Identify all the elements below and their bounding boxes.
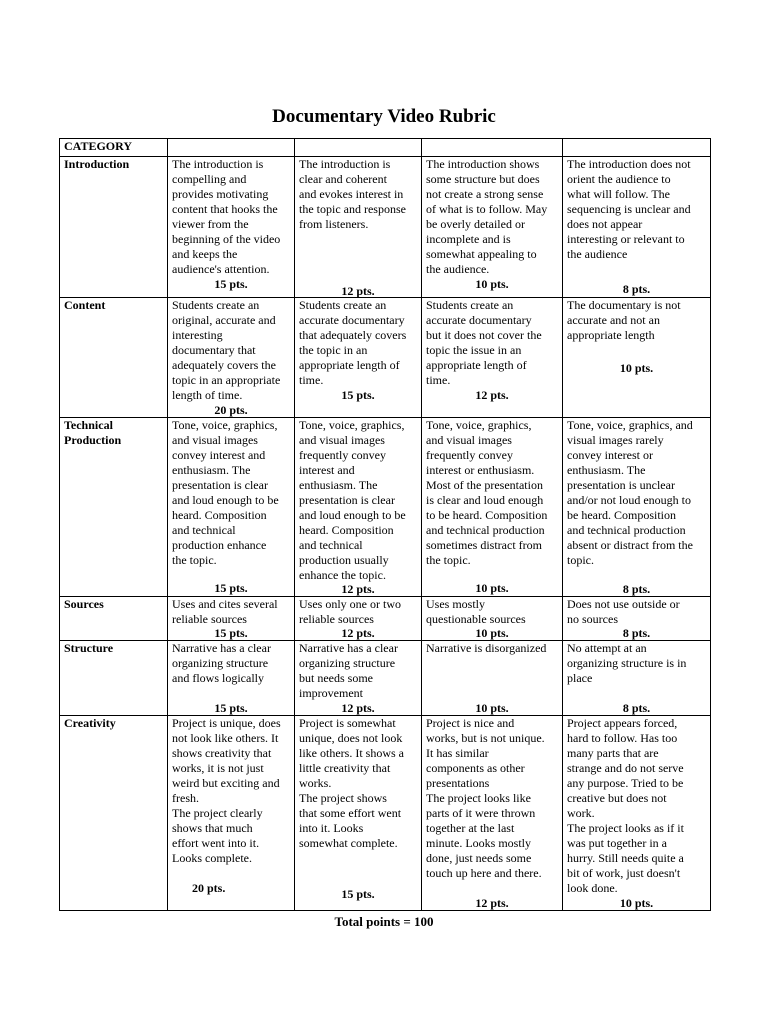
criteria-text: Uses and cites several reliable sources (172, 597, 278, 626)
criteria-text: Students create an accurate documentary that adequately covers the topic in an appropriate length of time. (299, 298, 407, 387)
rubric-cell (422, 298, 563, 418)
rubric-cell (563, 418, 711, 597)
points-label: 10 pts. (619, 361, 654, 375)
rubric-cell (295, 157, 422, 298)
points-label: 10 pts. (475, 581, 509, 595)
rubric-cell (295, 716, 422, 911)
rubric-cell (168, 298, 295, 418)
points-label: 12 pts. (341, 626, 375, 640)
rubric-cell (295, 597, 422, 641)
category-label: Introduction (60, 157, 168, 298)
rubric-table (59, 138, 711, 911)
rubric-cell (422, 157, 563, 298)
points-label: 10 pts. (475, 701, 509, 715)
rubric-cell (422, 418, 563, 597)
points-label: 10 pts. (475, 277, 509, 291)
rubric-cell (168, 157, 295, 298)
points-label: 12 pts. (341, 284, 375, 298)
criteria-text: Narrative has a clear organizing structure but needs some improvement (299, 641, 398, 700)
rubric-cell (168, 716, 295, 911)
criteria-text: Students create an accurate documentary but it does not cover the topic the issue in an appropriate length of time. (426, 298, 542, 387)
criteria-text: Tone, voice, graphics, and visual images rarely convey interest or enthusiasm. The presentation is unclear and/or not loud enough to be heard. Composition and technical production absent or distract from the topic. (567, 418, 693, 567)
category-label: Creativity (60, 716, 168, 911)
rubric-cell (422, 641, 563, 716)
rubric-cell (295, 298, 422, 418)
category-header: CATEGORY (60, 139, 168, 157)
header-cell (422, 139, 563, 157)
points-label: 8 pts. (622, 582, 651, 596)
rubric-cell (422, 597, 563, 641)
points-label: 15 pts. (341, 388, 375, 402)
criteria-text: Uses mostly questionable sources (426, 597, 526, 626)
criteria-text: No attempt at an organizing structure is in place (567, 641, 687, 685)
criteria-text: Narrative has a clear organizing structure and flows logically (172, 641, 271, 685)
header-cell (168, 139, 295, 157)
points-label: 12 pts. (475, 896, 509, 910)
total-points: Total points = 100 (334, 914, 434, 929)
points-label: 8 pts. (622, 701, 651, 715)
rubric-cell (563, 157, 711, 298)
rubric-cell (563, 641, 711, 716)
rubric-cell (295, 641, 422, 716)
category-label: Technical Production (60, 418, 168, 597)
rubric-cell (563, 716, 711, 911)
criteria-text: Tone, voice, graphics, and visual images frequently convey interest or enthusiasm. Most of the presentation is clear and loud enough to be heard. Composition and technical production sometimes distract from the topic. (426, 418, 548, 567)
table-row (60, 298, 711, 418)
points-label: 15 pts. (214, 626, 248, 640)
table-row (60, 641, 711, 716)
rubric-cell (422, 716, 563, 911)
page-title: Documentary Video Rubric (272, 106, 496, 127)
criteria-text: The introduction is clear and coherent and evokes interest in the topic and response from listeners. (299, 157, 406, 231)
category-label: Structure (60, 641, 168, 716)
points-label: 15 pts. (341, 887, 375, 901)
category-label: Content (60, 298, 168, 418)
criteria-text: Project is nice and works, but is not unique. It has similar components as other presentations The project looks like parts of it were thrown together at the last minute. Looks mostly done, just needs some touch up here and there. (426, 716, 545, 880)
points-label: 8 pts. (622, 282, 651, 296)
criteria-text: Tone, voice, graphics, and visual images frequently convey interest and enthusiasm. The presentation is clear and loud enough to be heard. Composition and technical production usually enhance the topic. (299, 418, 406, 582)
criteria-text: Students create an original, accurate and interesting documentary that adequately covers the topic in an appropriate length of time. (172, 298, 281, 402)
table-row (60, 716, 711, 911)
points-label: 20 pts. (214, 403, 248, 417)
rubric-cell (295, 418, 422, 597)
criteria-text: The introduction shows some structure but does not create a strong sense of what is to follow. May be overly detailed or incomplete and is somewhat appealing to the audience. (426, 157, 548, 276)
points-label: 10 pts. (475, 626, 509, 640)
points-label: 15 pts. (214, 277, 248, 291)
criteria-text: Project is somewhat unique, does not look like others. It shows a little creativity that works. The project shows that some effort went into it. Looks somewhat complete. (299, 716, 404, 850)
rubric-cell (563, 298, 711, 418)
criteria-text: Project is unique, does not look like others. It shows creativity that works, it is not just weird but exciting and fresh. The project clearly shows that much effort went into it. Looks complete. (172, 716, 281, 865)
points-label: 15 pts. (214, 581, 248, 595)
points-label: 12 pts. (341, 701, 375, 715)
criteria-text: Narrative is disorganized (426, 641, 547, 655)
header-cell (295, 139, 422, 157)
table-row (60, 418, 711, 597)
criteria-text: The introduction is compelling and provides motivating content that hooks the viewer from the beginning of the video and keeps the audience's attention. (172, 157, 281, 276)
criteria-text: Project appears forced, hard to follow. Has too many parts that are strange and do not serve any purpose. Tried to be creative but does not work. The project looks as if it was put together in a hurry. Still needs quite a bit of work, just doesn't look done. (567, 716, 684, 895)
points-label: 8 pts. (622, 626, 651, 640)
rubric-cell (168, 641, 295, 716)
points-label: 20 pts. (192, 881, 226, 895)
criteria-text: Uses only one or two reliable sources (299, 597, 401, 626)
rubric-cell (168, 418, 295, 597)
points-label: 10 pts. (619, 896, 654, 910)
points-label: 15 pts. (214, 701, 248, 715)
points-label: 12 pts. (341, 582, 375, 596)
criteria-text: Does not use outside or no sources (567, 597, 680, 626)
table-row (60, 597, 711, 641)
criteria-text: The documentary is not accurate and not an appropriate length (567, 298, 681, 342)
table-row (60, 157, 711, 298)
category-label: Sources (60, 597, 168, 641)
criteria-text: The introduction does not orient the audience to what will follow. The sequencing is unclear and does not appear interesting or relevant to the audience (567, 157, 691, 261)
header-cell (563, 139, 711, 157)
criteria-text: Tone, voice, graphics, and visual images convey interest and enthusiasm. The presentation is clear and loud enough to be heard. Composition and technical production enhance the topic. (172, 418, 279, 567)
header-row (60, 139, 711, 157)
rubric-cell (168, 597, 295, 641)
points-label: 12 pts. (475, 388, 509, 402)
rubric-cell (563, 597, 711, 641)
